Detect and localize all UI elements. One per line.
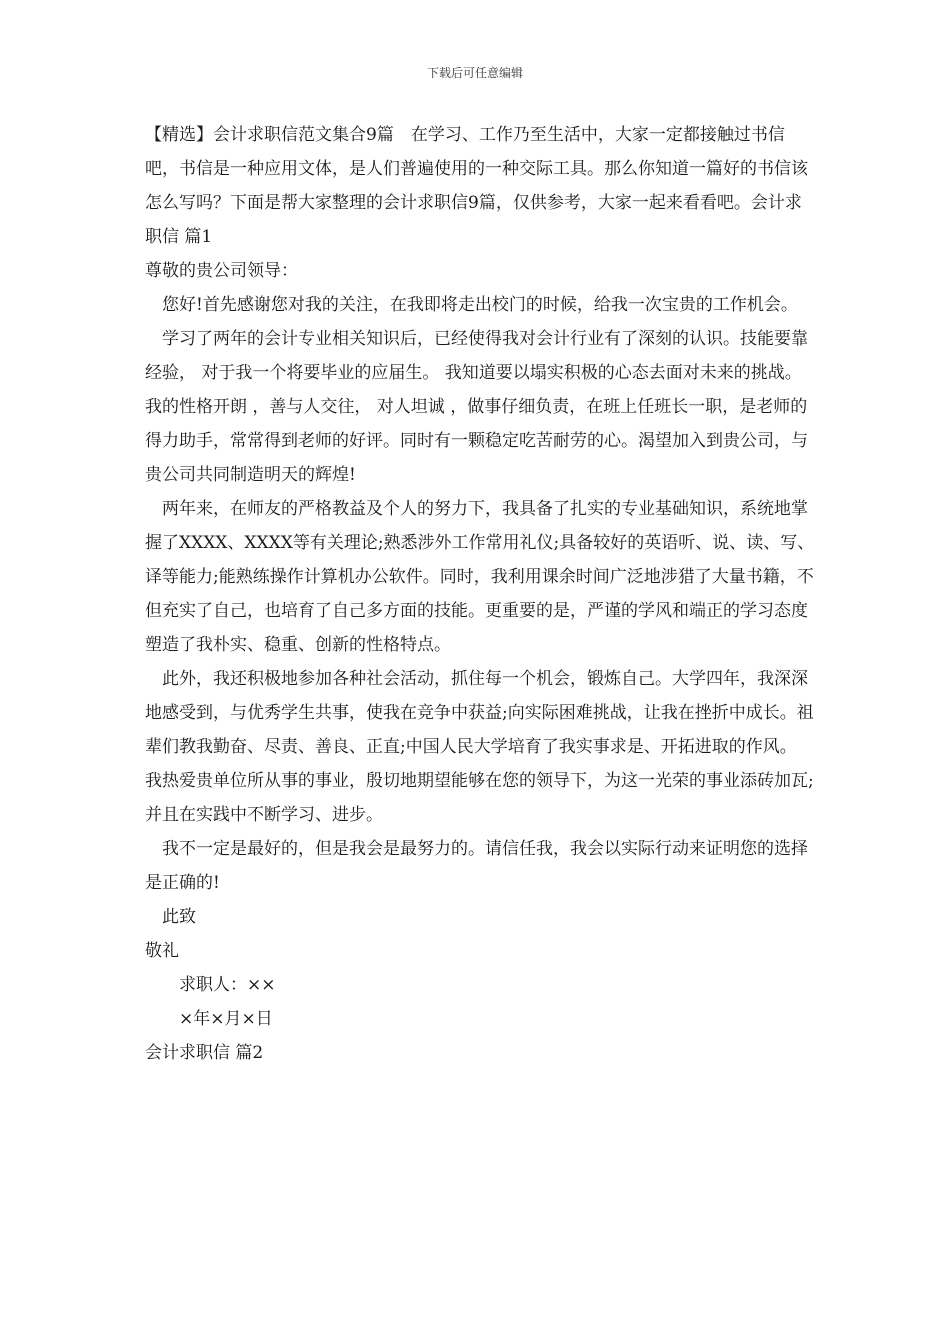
intro-paragraph: 【精选】会计求职信范文集合9篇 在学习、工作乃至生活中，大家一定都接触过书信吧，书信是一种应用文体，是人们普遍使用的一种交际工具。那么你知道一篇好的书信该怎么写吗？下面是帮大家整理的会计求职信9篇，仅供参考，大家一起来看看吧。会计求职信 篇1 [145,125,808,247]
body-paragraph-1: 您好!首先感谢您对我的关注，在我即将走出校门的时候，给我一次宝贵的工作机会。 [162,295,798,315]
body-paragraph-4: 此外，我还积极地参加各种社会活动，抓住每一个机会，锻炼自己。大学四年，我深深地感受到，与优秀学生共事，使我在竞争中获益;向实际困难挑战，让我在挫折中成长。祖辈们教我勤奋、尽责、善良、正直;中国人民大学培育了我实事求是、开拓进取的作风。 我热爱贵单位所从事的事业，殷切地期望能够在您的领导下，为这一光荣的事业添砖加瓦;并且在实践中不断学习、进步。 [145,669,814,825]
salutation: 尊敬的贵公司领导： [145,261,298,281]
body-paragraph-5: 我不一定是最好的，但是我会是最努力的。请信任我，我会以实际行动来证明您的选择是正确的! [145,839,808,893]
closing-line-2: 敬礼 [145,941,179,961]
signer-line: 求职人：×× [179,975,276,995]
date-line: ×年×月×日 [179,1009,273,1029]
document-body [145,118,815,1070]
closing-line-1: 此致 [162,907,196,927]
next-letter-title: 会计求职信 篇2 [145,1043,264,1063]
body-paragraph-2: 学习了两年的会计专业相关知识后，已经使得我对会计行业有了深刻的认识。技能要靠经验， 对于我一个将要毕业的应届生。 我知道要以塌实积极的心态去面对未来的挑战。我的性格开朗 ，善与人交往， 对人坦诚 ，做事仔细负责，在班上任班长一职，是老师的得力助手，常常得到老师的好评。同时有一颗稳定吃苦耐劳的心。渴望加入到贵公司，与贵公司共同制造明天的辉煌! [145,329,808,485]
body-paragraph-3: 两年来，在师友的严格教益及个人的努力下，我具备了扎实的专业基础知识，系统地掌握了XXXX、XXXX等有关理论;熟悉涉外工作常用礼仪;具备较好的英语听、说、读、写、译等能力;能熟练操作计算机办公软件。同时，我利用课余时间广泛地涉猎了大量书籍，不但充实了自己，也培育了自己多方面的技能。更重要的是，严谨的学风和端正的学习态度塑造了我朴实、稳重、创新的性格特点。 [145,499,815,655]
page-header: 下载后可任意编辑 [426,66,523,80]
